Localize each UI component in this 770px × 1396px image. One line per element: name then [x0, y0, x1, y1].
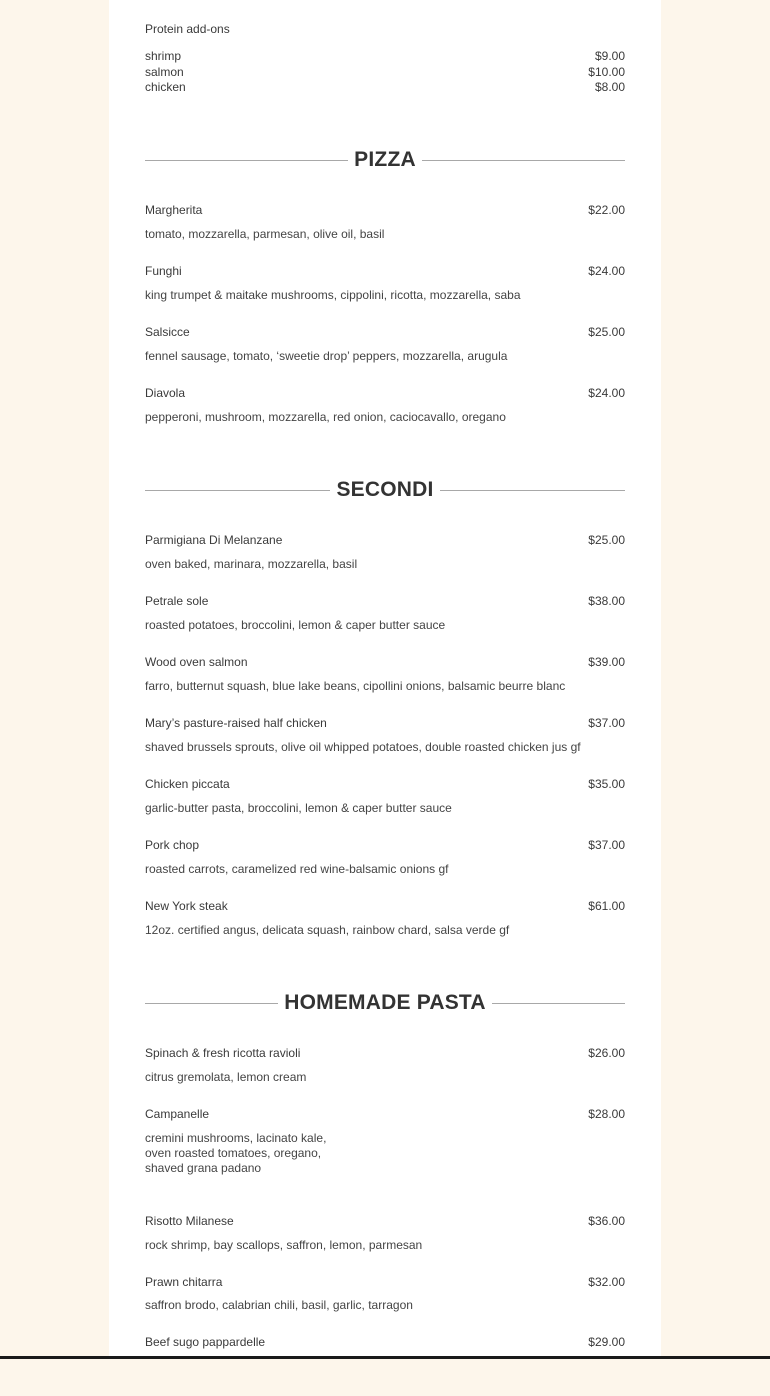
- addon-row: [145, 80, 625, 96]
- item-name: Campanelle: [145, 1107, 210, 1121]
- pasta-heading: [145, 988, 625, 1018]
- secondi-heading: [145, 475, 625, 505]
- item-price: $38.00: [588, 594, 625, 608]
- divider: [145, 1003, 278, 1004]
- item-description: rock shrimp, bay scallops, saffron, lemon, parmesan: [145, 1238, 423, 1252]
- item-description: garlic-butter pasta, broccolini, lemon & caper butter sauce: [145, 801, 452, 815]
- item-price: $24.00: [588, 264, 625, 278]
- item-price: $22.00: [588, 203, 625, 217]
- item-price: $37.00: [588, 716, 625, 730]
- secondi-items: [145, 533, 625, 960]
- addon-name: shrimp: [145, 49, 182, 63]
- addon-price: $9.00: [594, 49, 625, 63]
- menu-item: [145, 1214, 625, 1275]
- item-price: $25.00: [588, 533, 625, 547]
- item-price: $61.00: [588, 899, 625, 913]
- item-description: fennel sausage, tomato, ‘sweetie drop’ peppers, mozzarella, arugula: [145, 349, 508, 363]
- pizza-heading: [145, 145, 625, 175]
- menu-item: [145, 777, 625, 838]
- section-title: SECONDI: [336, 478, 434, 501]
- protein-addons-title: Protein add-ons: [145, 22, 230, 36]
- item-price: $29.00: [588, 1335, 625, 1349]
- item-price: $28.00: [588, 1107, 625, 1121]
- menu-item: [145, 325, 625, 386]
- addon-name: salmon: [145, 64, 184, 79]
- item-price: $36.00: [588, 1214, 625, 1228]
- divider: [440, 490, 625, 491]
- section-title: PIZZA: [354, 148, 416, 171]
- item-name: Parmigiana Di Melanzane: [145, 533, 283, 547]
- menu-item: [145, 1335, 625, 1396]
- addon-price: $10.00: [588, 64, 625, 79]
- menu-item: [145, 386, 625, 447]
- section-title: HOMEMADE PASTA: [284, 991, 486, 1014]
- pasta-items: [145, 1046, 625, 1396]
- item-name: Diavola: [145, 386, 186, 400]
- menu-item: [145, 203, 625, 264]
- addon-row: [145, 65, 625, 81]
- item-description: oven baked, marinara, mozzarella, basil: [145, 557, 358, 571]
- menu-item: [145, 838, 625, 899]
- item-description: 12oz. certified angus, delicata squash, rainbow chard, salsa verde gf: [145, 923, 510, 937]
- item-description: shaved brussels sprouts, olive oil whipped potatoes, double roasted chicken jus gf: [145, 740, 581, 754]
- menu-item: [145, 1107, 625, 1214]
- item-name: Risotto Milanese: [145, 1214, 234, 1228]
- menu-page: [109, 0, 661, 1359]
- protein-addons-list: [145, 49, 625, 96]
- item-description: roasted potatoes, broccolini, lemon & caper butter sauce: [145, 618, 446, 632]
- item-name: Pork chop: [145, 838, 200, 852]
- pizza-items: [145, 203, 625, 447]
- item-name: Spinach & fresh ricotta ravioli: [145, 1046, 301, 1060]
- item-name: New York steak: [145, 899, 228, 913]
- menu-item: [145, 594, 625, 655]
- item-description: cremini mushrooms, lacinato kale, oven roasted tomatoes, oregano, shaved grana padano: [145, 1131, 327, 1175]
- item-price: $24.00: [588, 386, 625, 400]
- item-name: Prawn chitarra: [145, 1275, 223, 1289]
- item-price: $37.00: [588, 838, 625, 852]
- item-price: $26.00: [588, 1046, 625, 1060]
- divider: [492, 1003, 625, 1004]
- item-description: tomato, mozzarella, parmesan, olive oil, basil: [145, 227, 385, 241]
- item-price: $25.00: [588, 325, 625, 339]
- addon-price: $8.00: [594, 80, 625, 94]
- item-price: $39.00: [588, 655, 625, 669]
- item-name: Mary’s pasture-raised half chicken: [145, 716, 327, 730]
- item-description: saffron brodo, calabrian chili, basil, garlic, tarragon: [145, 1298, 413, 1312]
- item-description: farro, butternut squash, blue lake beans, cipollini onions, balsamic beurre blanc: [145, 679, 566, 693]
- item-description: roasted carrots, caramelized red wine-balsamic onions gf: [145, 862, 449, 876]
- item-description: king trumpet & maitake mushrooms, cippolini, ricotta, mozzarella, saba: [145, 288, 521, 302]
- menu-item: [145, 264, 625, 325]
- divider: [145, 490, 330, 491]
- item-name: Wood oven salmon: [145, 655, 248, 669]
- item-name: Beef sugo pappardelle: [145, 1335, 266, 1349]
- divider: [145, 160, 348, 161]
- item-description: pepperoni, mushroom, mozzarella, red onion, caciocavallo, oregano: [145, 410, 506, 424]
- item-name: Chicken piccata: [145, 777, 230, 791]
- menu-item: [145, 1275, 625, 1335]
- item-name: Petrale sole: [145, 594, 209, 608]
- addon-row: [145, 49, 625, 65]
- menu-item: [145, 716, 625, 777]
- item-price: $32.00: [588, 1275, 625, 1289]
- addon-name: chicken: [145, 80, 186, 94]
- menu-item: [145, 533, 625, 594]
- item-name: Salsicce: [145, 325, 190, 339]
- item-price: $35.00: [588, 777, 625, 791]
- item-description: citrus gremolata, lemon cream: [145, 1070, 307, 1084]
- menu-item: [145, 899, 625, 960]
- menu-item: [145, 1046, 625, 1107]
- divider: [422, 160, 625, 161]
- item-name: Funghi: [145, 264, 182, 278]
- menu-item: [145, 655, 625, 716]
- item-name: Margherita: [145, 203, 203, 217]
